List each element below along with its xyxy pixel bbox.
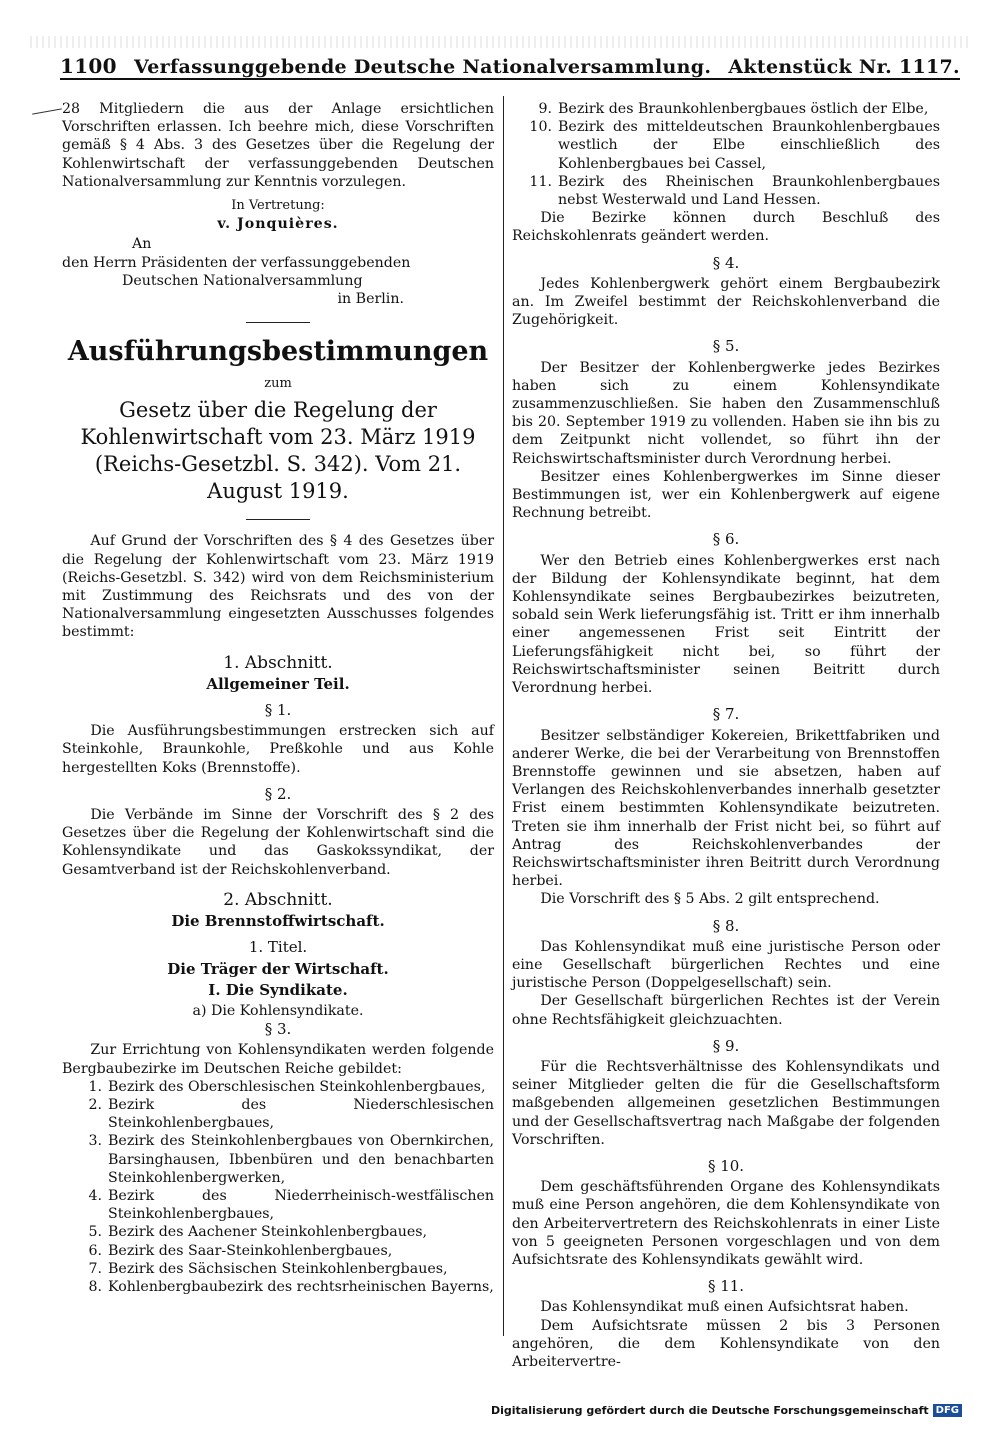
main-title: Ausführungsbestimmungen <box>67 336 489 368</box>
paragraph-2-text: Die Verbände im Sinne der Vorschrift des § 2 des Gesetzes über die Regelung der Kohlenwirtschaft sind die Kohlensyndikate und das Gaskokssyndikat, der Gesamtverband ist der Reichskohlenverband. <box>62 807 494 878</box>
paragraph-11-heading: § 11. <box>707 1277 745 1296</box>
list-item: 4. Bezirk des Niederrheinisch-westfälischen Steinkohlenbergbaues, <box>88 1187 494 1223</box>
paragraph-9-text: Für die Rechtsverhältnisse des Kohlensyndikats und seiner Mitglieder gelten die für die Gesellschaftsform maßgebenden allgemeinen gesetzlichen Bestimmungen und der Gesellschaftsvertrag nach Maßgabe der folgenden Vorschriften. <box>512 1058 940 1148</box>
paragraph-5-text-b: Besitzer eines Kohlenbergwerkes im Sinne dieser Bestimmungen ist, wer ein Kohlenbergwerk auf eigene Rechnung betreibt. <box>512 468 940 522</box>
paragraph-2-heading: § 2. <box>264 784 292 803</box>
list-item: 5. Bezirk des Aachener Steinkohlenbergbaues, <box>88 1224 428 1241</box>
paragraph-10-text: Dem geschäftsführenden Organe des Kohlensyndikats muß eine Person angehören, die dem Kohlensyndikate von den Arbeitervertretern des Reichskohlenrats in einer Liste von 5 geeigneten Personen vorgeschlagen und von dem Aufsichtsrate des Kohlensyndikats gewählt wird. <box>512 1179 940 1268</box>
paragraph-7-text-a: Besitzer selbständiger Kokereien, Brikettfabriken und anderer Werke, die bei der Verarbeitung von Brennstoffen Brennstoffe gewinnen und sie absetzen, haben auf Verlangen des Reichskohlenverbandes innerhalb gesetzter Frist einem bestimmten Kohlensyndikate beizutreten. Treten sie ihm innerhalb der Frist nicht bei, so führt auf Antrag des Reichskohlenverbandes der Reichswirtschaftsminister ihren Beitritt durch Verordnung herbei. <box>512 727 940 890</box>
separator-rule <box>246 322 310 323</box>
section-heading-2: 2. Abschnitt. <box>223 889 333 910</box>
list-item: 6. Bezirk des Saar-Steinkohlenbergbaues, <box>88 1242 393 1259</box>
list-item: 8. Kohlenbergbaubezirk des rechtsrheinischen Bayerns, <box>88 1278 494 1295</box>
address-line-4: in Berlin. <box>337 291 404 308</box>
footer-credit: Digitalisierung gefördert durch die Deutsche Forschungsgemeinschaft <box>490 1404 929 1417</box>
paragraph-10-heading: § 10. <box>707 1156 745 1175</box>
dfg-logo: DFG <box>933 1404 962 1417</box>
part-heading-fuel: Die Brennstoffwirtschaft. <box>171 912 385 931</box>
paragraph-9-heading: § 9. <box>712 1036 740 1055</box>
intro-paragraph: 28 Mitgliedern die aus der Anlage ersichtlichen Vorschriften erlassen. Ich beehre mich, diese Vorschriften gemäß § 4 Abs. 3 des Gesetzes über die Regelung der Kohlenwirtschaft der verfassunggebenden Deutschen Nationalversammlung zur Kenntnis vorzulegen. <box>62 101 494 190</box>
law-title: Gesetz über die Regelung der Kohlenwirtschaft vom 23. März 1919 (Reichs-Gesetzbl. S. 342). Vom 21. August 1919. <box>80 398 476 504</box>
mining-districts-list-right <box>512 100 940 209</box>
paragraph-7-heading: § 7. <box>712 705 740 724</box>
address-line-3: Deutschen Nationalversammlung <box>122 272 363 289</box>
document-number: Aktenstück Nr. 1117. <box>728 56 960 78</box>
section-heading-1: 1. Abschnitt. <box>223 652 333 673</box>
list-item: 9. Bezirk des Braunkohlenbergbaues östlich der Elbe, <box>538 101 929 117</box>
list-item: 3. Bezirk des Steinkohlenbergbaues von Obernkirchen, Barsinghausen, Ibbenbüren und den benachbarten Steinkohlenbergwerken, <box>88 1133 494 1186</box>
left-column <box>62 100 494 1296</box>
paragraph-4-text: Jedes Kohlenbergwerk gehört einem Bergbaubezirk an. Im Zweifel bestimmt der Reichskohlenverband die Zugehörigkeit. <box>512 275 940 329</box>
paragraph-5-heading: § 5. <box>712 337 740 356</box>
list-item: 11. Bezirk des Rheinischen Braunkohlenbergbaues nebst Westerwald und Land Hessen. <box>529 173 940 209</box>
list-item: 7. Bezirk des Sächsischen Steinkohlenbergbaues, <box>88 1260 448 1277</box>
right-column <box>512 100 940 1371</box>
paragraph-11-text-a: Das Kohlensyndikat muß einen Aufsichtsrat haben. <box>540 1299 909 1316</box>
part-heading-general: Allgemeiner Teil. <box>206 674 350 693</box>
districts-change-text: Die Bezirke können durch Beschluß des Reichskohlenrats geändert werden. <box>512 210 940 245</box>
page-number: 1100 <box>60 54 117 78</box>
separator-rule-2 <box>246 519 310 520</box>
paragraph-8-text-a: Das Kohlensyndikat muß eine juristische Person oder eine Gesellschaft bürgerlichen Rechtes und eine juristische Person (Doppelgesellschaft) sein. <box>512 938 940 992</box>
paragraph-1-heading: § 1. <box>264 701 292 720</box>
column-divider <box>503 96 504 1336</box>
signature-name: v. Jonquières. <box>217 216 339 233</box>
part-heading-carriers: Die Träger der Wirtschaft. <box>167 959 389 978</box>
signature-label: In Vertretung: <box>231 198 325 214</box>
paragraph-6-text: Wer den Betrieb eines Kohlenbergwerkes erst nach der Bildung der Kohlensyndikate beginnt, hat dem Kohlensyndikate seines Bergbaubezirkes beizutreten, sobald sein Werk lieferungsfähig ist. Tritt er ihm innerhalb einer angemessenen Frist seit Eintritt der Lieferungsfähigkeit nicht bei, so führt der Reichswirtschaftsminister seinen Beitritt durch Verordnung herbei. <box>512 552 940 697</box>
running-title: Verfassunggebende Deutsche Nationalversammlung. <box>134 56 712 78</box>
paragraph-4-heading: § 4. <box>712 253 740 272</box>
digitization-footer <box>491 1404 962 1417</box>
paragraph-3-heading: § 3. <box>264 1020 292 1039</box>
paragraph-6-heading: § 6. <box>712 530 740 549</box>
paragraph-1-text: Die Ausführungsbestimmungen erstrecken sich auf Steinkohle, Braunkohle, Preßkohle und aus Kohle hergestellten Koks (Brennstoffe). <box>62 723 494 776</box>
list-item: 2. Bezirk des Niederschlesischen Steinkohlenbergbaues, <box>88 1096 494 1132</box>
list-item: 1. Bezirk des Oberschlesischen Steinkohlenbergbaues, <box>88 1078 486 1095</box>
page-header <box>60 46 960 80</box>
paragraph-7-text-b: Die Vorschrift des § 5 Abs. 2 gilt entsprechend. <box>540 891 880 908</box>
part-heading-syndicates: I. Die Syndikate. <box>208 980 348 999</box>
preamble-paragraph: Auf Grund der Vorschriften des § 4 des Gesetzes über die Regelung der Kohlenwirtschaft vom 23. März 1919 (Reichs-Gesetzbl. S. 342) wird von dem Reichsministerium mit Zustimmung des Reichsrats und des von der Nationalversammlung eingesetzten Ausschusses folgendes bestimmt: <box>62 533 494 641</box>
paragraph-8-heading: § 8. <box>712 916 740 935</box>
paragraph-11-text-b: Dem Aufsichtsrate müssen 2 bis 3 Personen angehören, die dem Kohlensyndikate von den Arbeitervertre- <box>512 1317 940 1370</box>
list-item: 10. Bezirk des mitteldeutschen Braunkohlenbergbaues westlich der Elbe einschließlich des Kohlenbergbaues bei Cassel, <box>529 119 940 172</box>
title-1-heading: 1. Titel. <box>248 938 308 957</box>
paragraph-8-text-b: Der Gesellschaft bürgerlichen Rechtes ist der Verein ohne Rechtsfähigkeit gleichzuachten. <box>512 993 940 1028</box>
paragraph-5-text-a: Der Besitzer der Kohlenbergwerke jedes Bezirkes haben sich zu einem Kohlensyndikate zusammenzuschließen. Sie haben den Zusammenschluß bis 20. September 1919 zu vollenden. Haben sie ihn bis zu dem Zeitpunkt nicht vollendet, so führt ihn der Reichswirtschaftsminister durch Verordnung herbei. <box>512 359 940 467</box>
subheading-coal-syndicates: a) Die Kohlensyndikate. <box>192 1002 364 1019</box>
margin-mark <box>32 108 62 114</box>
title-connector: zum <box>264 376 292 392</box>
address-line-2: den Herrn Präsidenten der verfassunggebenden <box>62 254 411 271</box>
address-line-1: An <box>132 236 152 253</box>
paragraph-3-text: Zur Errichtung von Kohlensyndikaten werden folgende Bergbaubezirke im Deutschen Reiche gebildet: <box>62 1042 494 1077</box>
mining-districts-list-left <box>62 1078 494 1296</box>
